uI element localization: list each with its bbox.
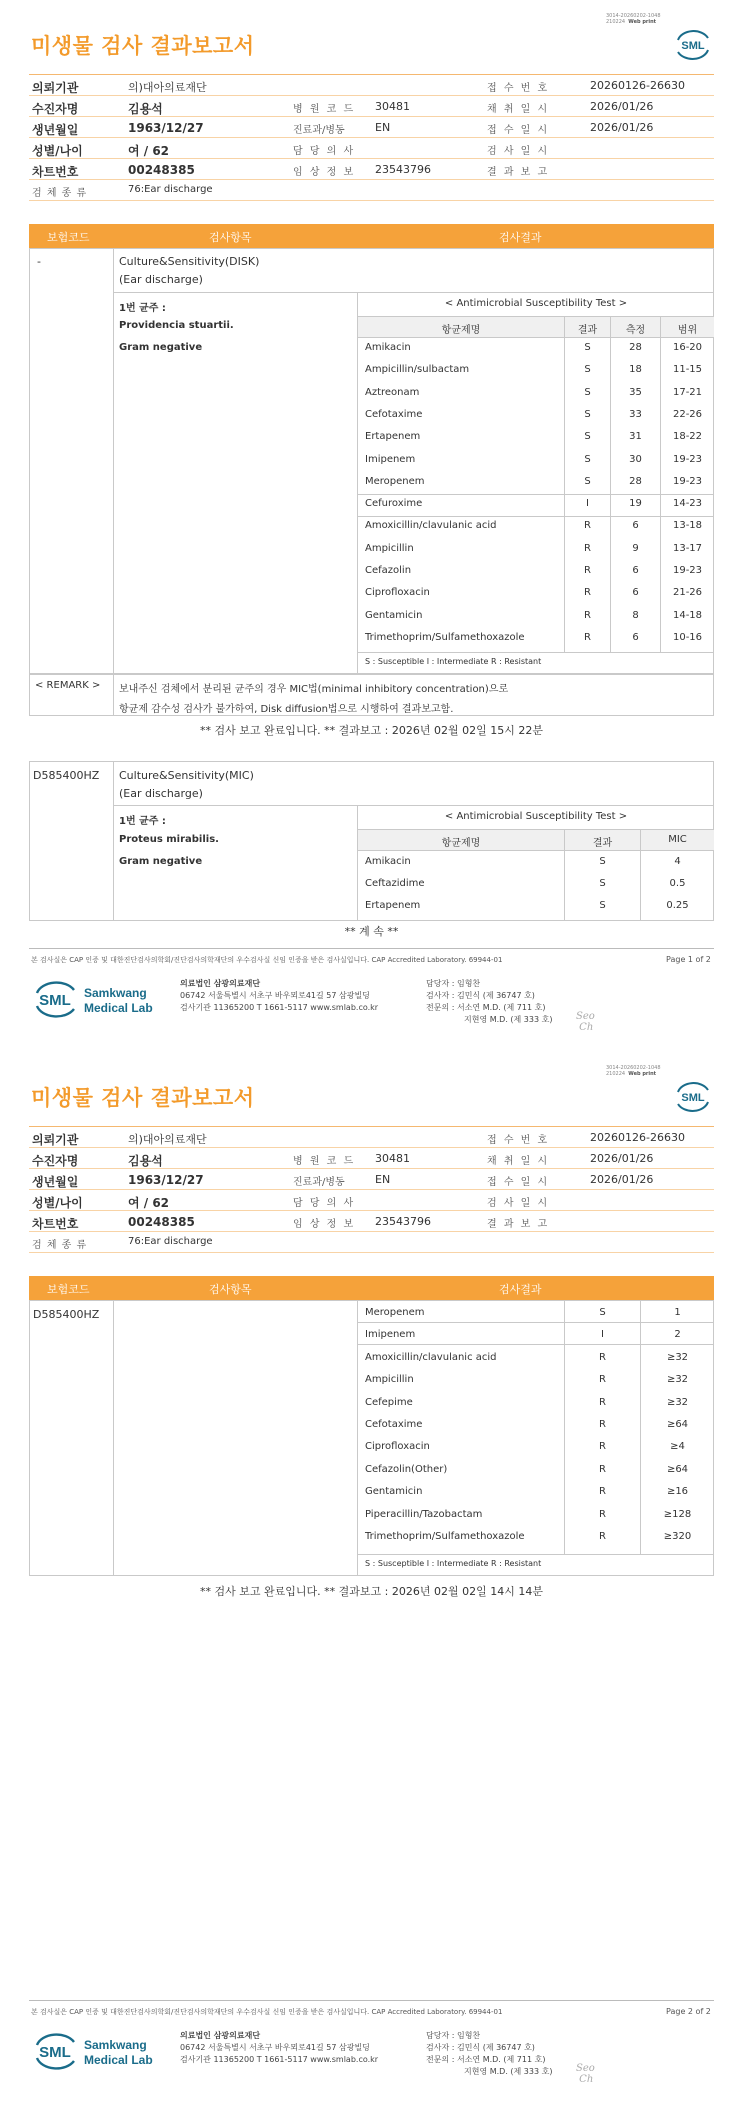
svg-text:SML: SML	[39, 2044, 71, 2061]
susceptibility-result: S	[599, 856, 606, 867]
susceptibility-result: S	[584, 431, 591, 443]
page-number-1: Page 1 of 2	[666, 955, 711, 964]
lab-info-1: 의료법인 삼광의료재단 06742 서울특별시 서초구 바우뫼로41길 57 삼광빌딩 검사기관 11365200 T 1661-5117 www.smlab.co.kr	[180, 979, 379, 1012]
table-header-cell: MIC	[668, 834, 687, 845]
drug-name: Cefazolin(Other)	[365, 1463, 448, 1475]
zone-measure: 19	[629, 498, 642, 510]
reference-range: 19-23	[672, 453, 703, 465]
sml-logo-icon	[674, 28, 712, 62]
drug-name: Amikacin	[365, 856, 411, 867]
patient-header: 의뢰기관 의)대아의료재단 접 수 번 호 20260126-26630 수진자명 김용석 병 원 코 드 30481 채 취 일 시 2026/01/26 생년월일 1963/12/27 진료과/병동 EN 접 수 일 시 2026/01/26 성별/나이 여 / 62 담 당 의 사 검 사 일 시 차트번호 00248385 임 상 정 보 23543796 결 과 보 고 검 체 종 류 76:Ear discharge	[29, 74, 714, 201]
report-page-1: 미생물 검사 결과보고서 3014-20260202-1048 210224 Web print SML 의뢰기관 의)대아의료재단 접 수 번 호 20260126-26630 수진자명 김용석 병 원 코 드 30481 채 취 일 시 2026/01/26 생년월일 1963/12/27 진료과/병동 EN 접 수 일 시 2026/01/26 성별/나이 여 / 62 담 당 의 사 검 사 일 시 차트번호 00248385 임 상 정 보 23543796 결 과 보 고 검 체 종 류 76:Ear discharge 보험코드 검사항목 검사결과 - Culture&Sensitivity(DISK) (Ear discharge) 1번 균주 : Providencia stuartii. Gram negative < Antimicrobial Susceptibility Test > 항균제명 결과 측정 범위 Amikacin S 28 16-20 Ampicillin/sulbactam S 18 11-15 Aztreonam S 35 17-21 Cefotaxime S 33 22-26 Ertapenem S 31 18-22 Imipenem S 30 19-23 Meropenem S 28 19-23 Cefuroxime I 19 14-23 Amoxicillin/clavulanic acid R 6 13-18 Ampicillin R 9 13-17 Cefazolin R 6 19-23 Ciprofloxacin R 6 21-26 Gentamicin R 8 14-18 Trimethoprim/Sulfamethoxazole R 6 10-16 S : Susceptible I : Intermediate R : Resistant < REMARK > 보내주신 검체에서 분리된 균주의 경우 MIC법(minimal inhibitory concentration)으로 항균제 감수성 검사가 불가하여, Disk diffusion법으로 시행하여 결과보고함. ** 검사 보고 완료입니다. ** 결과보고 : 2026년 02월 02일 15시 22분 D585400HZ Culture&Sensitivity(MIC) (Ear discharge) 1번 균주 : Proteus mirabilis. Gram negative < Antimicrobial Susceptibility Test > 항균제명 결과 MIC Amikacin S 4 Ceftazidime S 0.5 Ertapenem S 0.25 ** 계 속 ** 본 검사실은 CAP 인증 및 대한진단검사의학회/진단검사의학재단의 우수검사실 신임 인증을 받은 검사실입니다. CAP Accredited Laboratory. 69944-01 Page 1 of 2 SML Samkwang Medical Lab 의료법인 삼광의료재단 06742 서울특별시 서초구 바우뫼로41길 57 삼광빌딩 검사기관 11365200 T 1661-5117 www.smlab.co.kr 담당자 : 임형찬 검사자 : 김민식 (제 36747 호) 전문의 : 서소연 M.D. (제 711 호) 지현영 M.D. (제 333 호) Seo Ch	[0, 0, 744, 1052]
susceptibility-result: S	[584, 453, 591, 465]
reference-range: 14-23	[672, 498, 703, 510]
svg-text:SML: SML	[39, 992, 71, 1009]
drug-name: Imipenem	[365, 1329, 416, 1341]
susceptibility-result: R	[584, 631, 591, 643]
susceptibility-result: R	[584, 542, 591, 554]
svg-text:Medical Lab: Medical Lab	[84, 1001, 153, 1015]
legend-2: S : Susceptible I : Intermediate R : Resistant	[365, 1559, 542, 1568]
table-header-cell: 결과	[592, 838, 613, 849]
reference-range: 21-26	[672, 587, 703, 599]
susceptibility-result: I	[586, 498, 589, 510]
svg-text:Samkwang: Samkwang	[84, 2038, 147, 2052]
mic-value: 2	[674, 1329, 681, 1341]
zone-measure: 6	[632, 631, 639, 643]
susceptibility-result: R	[584, 587, 591, 599]
zone-measure: 6	[632, 520, 639, 532]
legend-1: S : Susceptible I : Intermediate R : Resistant	[365, 657, 542, 666]
section2-code-p2: D585400HZ	[33, 1308, 100, 1321]
susceptibility-result: S	[584, 408, 591, 420]
zone-measure: 8	[632, 609, 639, 621]
staff-info-1: 담당자 : 임형찬 검사자 : 김민식 (제 36747 호) 전문의 : 서소연 M.D. (제 711 호) 지현영 M.D. (제 333 호)	[426, 979, 553, 1024]
drug-name: Meropenem	[365, 475, 425, 487]
susceptibility-result: R	[599, 1508, 606, 1520]
section1-specimen: (Ear discharge)	[119, 273, 203, 286]
drug-name: Cefotaxime	[365, 408, 423, 420]
reference-range: 18-22	[672, 431, 703, 443]
drug-name: Cefuroxime	[365, 498, 423, 510]
table-header-cell: 범위	[677, 325, 698, 336]
mic-value: ≥4	[670, 1441, 685, 1453]
susceptibility-result: S	[584, 475, 591, 487]
drug-name: Ceftazidime	[365, 878, 425, 889]
mic-value: 0.25	[666, 900, 689, 911]
susceptibility-result: I	[601, 1329, 604, 1341]
reference-range: 22-26	[672, 408, 703, 420]
susceptibility-result: S	[599, 1307, 606, 1318]
remark-line-1: 보내주신 검체에서 분리된 균주의 경우 MIC법(minimal inhibitory concentration)으로	[119, 684, 509, 695]
susceptibility-result: S	[584, 386, 591, 398]
drug-name: Ampicillin/sulbactam	[365, 364, 470, 376]
signature-1: Seo Ch	[576, 1011, 595, 1033]
drug-name: Gentamicin	[365, 1486, 423, 1498]
table-header-cell: 결과	[577, 325, 598, 336]
zone-measure: 6	[632, 587, 639, 599]
zone-measure: 30	[629, 453, 642, 465]
reference-range: 16-20	[672, 342, 703, 353]
zone-measure: 9	[632, 542, 639, 554]
mic-value: ≥16	[666, 1486, 689, 1498]
zone-measure: 33	[629, 408, 642, 420]
drug-name: Piperacillin/Tazobactam	[365, 1508, 483, 1520]
column-header-bar-2: 보험코드 검사항목 검사결과	[29, 1276, 714, 1300]
susceptibility-result: R	[584, 565, 591, 576]
patient-header-2: 의뢰기관 의)대아의료재단 접 수 번 호 20260126-26630 수진자명 김용석 병 원 코 드 30481 채 취 일 시 2026/01/26 생년월일 1963/12/27 진료과/병동 EN 접 수 일 시 2026/01/26 성별/나이 여 / 62 담 당 의 사 검 사 일 시 차트번호 00248385 임 상 정 보 23543796 결 과 보 고 검 체 종 류 76:Ear discharge	[29, 1126, 714, 1253]
staff-info-2: 담당자 : 임형찬 검사자 : 김민식 (제 36747 호) 전문의 : 서소연 M.D. (제 711 호) 지현영 M.D. (제 333 호)	[426, 2031, 553, 2076]
reference-range: 13-17	[672, 542, 703, 554]
continued-label: ** 계 속 **	[344, 925, 399, 938]
zone-measure: 28	[629, 475, 642, 487]
page-number-2: Page 2 of 2	[666, 2007, 711, 2016]
section2-test-name: Culture&Sensitivity(MIC)	[119, 769, 254, 782]
print-stamp: 3014-20260202-1048 210224 Web print	[606, 13, 661, 25]
zone-measure: 28	[629, 342, 642, 353]
samkwang-logo-icon	[34, 2028, 154, 2074]
zone-measure: 35	[629, 386, 642, 398]
lab-info-2: 의료법인 삼광의료재단 06742 서울특별시 서초구 바우뫼로41길 57 삼광빌딩 검사기관 11365200 T 1661-5117 www.smlab.co.kr	[180, 2031, 379, 2064]
susceptibility-result: S	[584, 342, 591, 353]
section1-test-name: Culture&Sensitivity(DISK)	[119, 255, 260, 268]
signature-2: Seo Ch	[576, 2063, 595, 2085]
susceptibility-result: R	[599, 1419, 606, 1430]
mic-value: ≥32	[666, 1351, 689, 1363]
zone-measure: 18	[629, 364, 642, 376]
reference-range: 19-23	[672, 475, 703, 487]
drug-name: Ampicillin	[365, 1374, 414, 1386]
drug-name: Amoxicillin/clavulanic acid	[365, 1351, 497, 1363]
mic-value: ≥128	[663, 1508, 692, 1520]
ast-title-2: < Antimicrobial Susceptibility Test >	[444, 811, 628, 822]
reference-range: 17-21	[672, 386, 703, 398]
ast-title-1: < Antimicrobial Susceptibility Test >	[444, 298, 628, 309]
susceptibility-result: R	[599, 1441, 606, 1453]
mic-value: 1	[674, 1307, 681, 1318]
page-title-2: 미생물 검사 결과보고서	[31, 1086, 255, 1110]
drug-name: Amikacin	[365, 342, 411, 353]
susceptibility-result: S	[599, 878, 606, 889]
susceptibility-result: R	[599, 1351, 606, 1363]
zone-measure: 6	[632, 565, 639, 576]
remark-line-2: 항균제 감수성 검사가 불가하여, Disk diffusion법으로 시행하여 결과보고함.	[119, 704, 454, 715]
report-complete-2: ** 검사 보고 완료입니다. ** 결과보고 : 2026년 02월 02일 14시 14분	[200, 1585, 543, 1598]
svg-text:SML: SML	[681, 40, 705, 52]
drug-name: Cefazolin	[365, 565, 412, 576]
drug-name: Cefotaxime	[365, 1419, 423, 1430]
susceptibility-result: R	[599, 1486, 606, 1498]
svg-text:Medical Lab: Medical Lab	[84, 2053, 153, 2067]
svg-text:SML: SML	[681, 1092, 705, 1104]
reference-range: 13-18	[672, 520, 703, 532]
susceptibility-result: R	[599, 1531, 606, 1542]
cert-note-2: 본 검사실은 CAP 인증 및 대한진단검사의학회/진단검사의학재단의 우수검사실 신임 인증을 받은 검사실입니다. CAP Accredited Laboratory. 69944-01	[31, 2008, 503, 2016]
drug-name: Trimethoprim/Sulfamethoxazole	[365, 1531, 525, 1542]
table-header-cell: 측정	[625, 325, 646, 336]
drug-name: Ertapenem	[365, 900, 421, 911]
drug-name: Trimethoprim/Sulfamethoxazole	[365, 631, 525, 643]
section2-organism: Proteus mirabilis.	[119, 834, 219, 845]
column-header-bar: 보험코드 검사항목 검사결과	[29, 224, 714, 248]
report-page-2	[0, 1052, 744, 2104]
drug-name: Meropenem	[365, 1307, 425, 1318]
table-header-cell: 항균제명	[441, 325, 481, 336]
print-stamp-2: 3014-20260202-1048 210224 Web print	[606, 1065, 661, 1077]
mic-value: ≥32	[666, 1374, 689, 1386]
susceptibility-result: R	[584, 609, 591, 621]
mic-value: ≥320	[663, 1531, 692, 1542]
mic-value: ≥32	[666, 1396, 689, 1408]
drug-name: Ciprofloxacin	[365, 1441, 430, 1453]
cert-note-1: 본 검사실은 CAP 인증 및 대한진단검사의학회/진단검사의학재단의 우수검사실 신임 인증을 받은 검사실입니다. CAP Accredited Laboratory. 69944-01	[31, 956, 503, 964]
drug-name: Aztreonam	[365, 386, 420, 398]
mic-value: 4	[674, 856, 681, 867]
mic-value: 0.5	[669, 878, 686, 889]
section1-code: -	[37, 255, 41, 268]
drug-name: Amoxicillin/clavulanic acid	[365, 520, 497, 532]
svg-text:Samkwang: Samkwang	[84, 986, 147, 1000]
page-title: 미생물 검사 결과보고서	[31, 34, 255, 58]
drug-name: Ampicillin	[365, 542, 414, 554]
section2-code: D585400HZ	[33, 769, 100, 782]
mic-value: ≥64	[666, 1463, 689, 1475]
susceptibility-result: R	[599, 1463, 606, 1475]
drug-name: Ertapenem	[365, 431, 421, 443]
susceptibility-result: R	[599, 1396, 606, 1408]
drug-name: Imipenem	[365, 453, 416, 465]
mic-value: ≥64	[666, 1419, 689, 1430]
section1-organism: Providencia stuartii.	[119, 320, 234, 331]
table-header-cell: 항균제명	[441, 838, 481, 849]
drug-name: Ciprofloxacin	[365, 587, 430, 599]
reference-range: 19-23	[672, 565, 703, 576]
susceptibility-result: R	[599, 1374, 606, 1386]
report-complete-1: ** 검사 보고 완료입니다. ** 결과보고 : 2026년 02월 02일 15시 22분	[200, 724, 543, 737]
sml-logo-icon	[674, 1080, 712, 1114]
susceptibility-result: S	[584, 364, 591, 376]
zone-measure: 31	[629, 431, 642, 443]
reference-range: 10-16	[672, 631, 703, 643]
samkwang-logo-icon	[34, 976, 154, 1022]
susceptibility-result: R	[584, 520, 591, 532]
drug-name: Cefepime	[365, 1396, 413, 1408]
reference-range: 14-18	[672, 609, 703, 621]
susceptibility-result: S	[599, 900, 606, 911]
drug-name: Gentamicin	[365, 609, 423, 621]
reference-range: 11-15	[672, 364, 703, 376]
